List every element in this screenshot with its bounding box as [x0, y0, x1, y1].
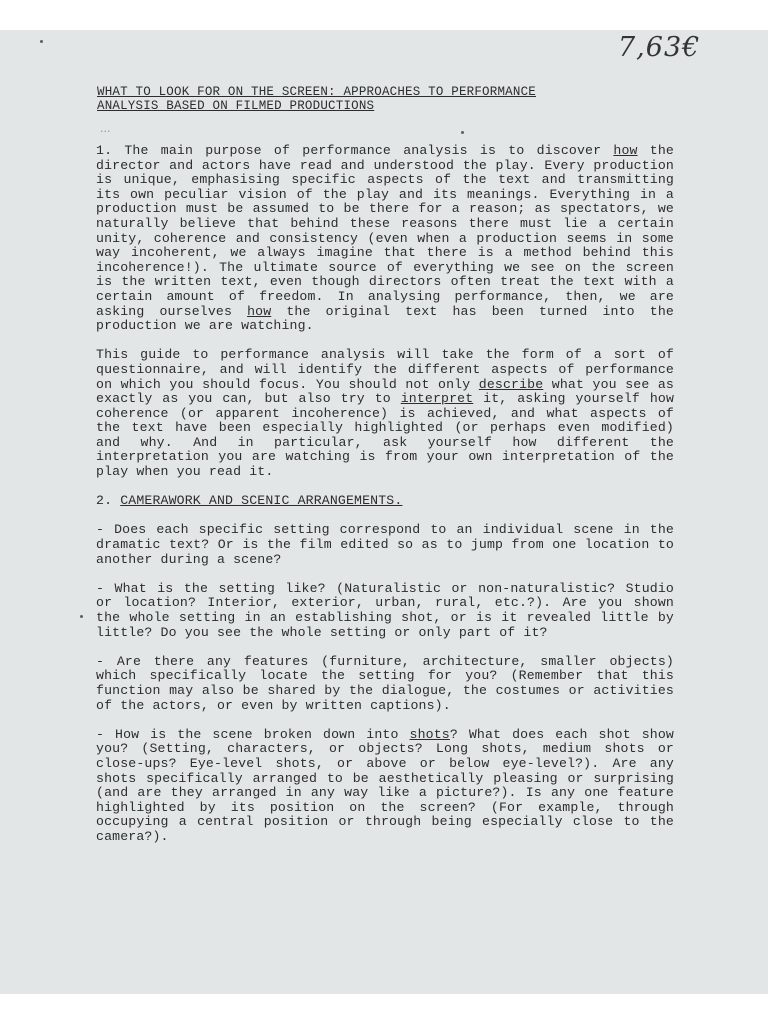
title-line-2: ANALYSIS BASED ON FILMED PRODUCTIONS	[97, 99, 375, 113]
underlined-shots: shots	[409, 726, 450, 742]
handwritten-price: 7,63€	[618, 32, 701, 63]
underlined-how: how	[247, 303, 272, 319]
paragraph-1: 1. The main purpose of performance analysis is to discover how the director and actors have read and understood the play. Every production is unique, emphasising specific aspects of the text and transmitting its own peculiar vision of the play and its meanings. Everything in a production must be assumed to be there for a reason; as spectators, we naturally believe that behind these reasons there must lie a certain unity, coherence and consistency (even when a production seems in some way incoherent, we always imagine that there is a method behind this incoherence!). The ultimate source of everything we see on the screen is the written text, even though directors often treat the text with a certain amount of freedom. In analysing performance, then, we are asking ourselves how the original text has been turned into the production we are watching.	[96, 143, 674, 334]
scan-speck	[80, 615, 83, 618]
handwritten-scribble: ...	[100, 122, 111, 135]
paragraph-2: This guide to performance analysis will take the form of a sort of questionnaire, and will identify the different aspects of performance on which you should focus. You should not only describe what you see as exactly as you can, but also try to interpret it, asking yourself how coherence (or apparent incoherence) is achieved, and what aspects of the text have been especially highlighted (or perhaps even modified) and why. And in particular, ask yourself how different the interpretation you are watching is from your own interpretation of the play when you read it.	[96, 347, 675, 480]
question-settings-scenes: - Does each specific setting correspond to an individual scene in the dramatic text? Or is the film edited so as to jump from one location to another during a scene?	[96, 522, 674, 567]
underlined-describe: describe	[478, 376, 544, 392]
title-line-1: WHAT TO LOOK FOR ON THE SCREEN: APPROACHES TO PERFORMANCE	[97, 85, 536, 99]
question-setting-features: - Are there any features (furniture, architecture, smaller objects) which specifically locate the setting for you? (Remember that this function may also be shared by the dialogue, the costumes or activities of the actors, or even by written captions).	[96, 653, 674, 713]
scan-speck	[40, 40, 43, 43]
scanned-page	[0, 30, 768, 994]
document-title	[97, 85, 675, 113]
section-2-heading: 2. CAMERAWORK AND SCENIC ARRANGEMENTS.	[96, 493, 403, 509]
underlined-interpret: interpret	[400, 391, 474, 407]
scan-speck	[461, 131, 464, 134]
question-setting-type: - What is the setting like? (Naturalistic or non-naturalistic? Studio or location? Interior, exterior, urban, rural, etc.?). Are you shown the whole setting in an establishing shot, or is it revealed little by little? Do you see the whole setting or only part of it?	[96, 580, 674, 640]
underlined-how: how	[613, 143, 638, 158]
document-body	[96, 144, 674, 859]
question-shots: - How is the scene broken down into shots? What does each shot show you? (Setting, characters, or objects? Long shots, medium shots or close-ups? Eye-level shots, or above or below eye-level?). Are any shots specifically arranged to be aesthetically pleasing or surprising (and are they arranged in any way like a picture?). Is any one feature highlighted by its position on the screen? (For example, through occupying a central position or through being especially close to the camera?).	[96, 726, 674, 844]
